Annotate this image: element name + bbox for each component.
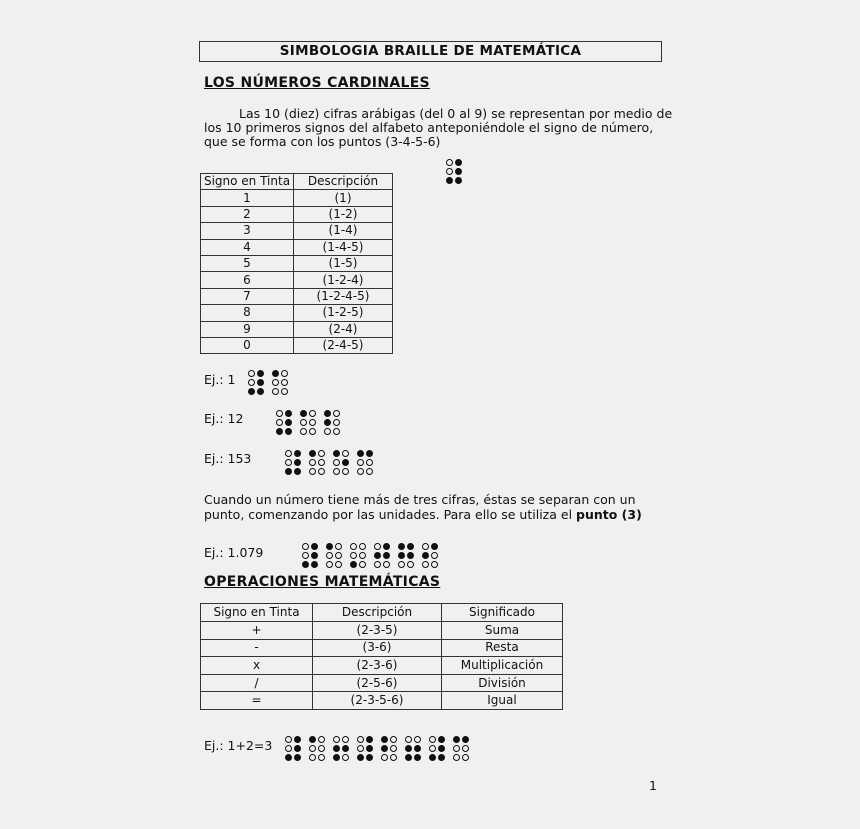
document-title: SIMBOLOGIA BRAILLE DE MATEMÁTICA (199, 41, 662, 62)
braille-dot (257, 370, 264, 377)
table-cell: = (201, 692, 313, 710)
braille-dot (374, 552, 381, 559)
braille-dot (431, 552, 438, 559)
braille-dot (455, 177, 462, 184)
braille-dot (257, 379, 264, 386)
thousands-text-bold: punto (3) (576, 507, 642, 522)
braille-dot (429, 745, 436, 752)
braille-dot (407, 561, 414, 568)
table-row (201, 674, 563, 692)
braille-dot (446, 177, 453, 184)
braille-dot (333, 736, 340, 743)
braille-dot (318, 736, 325, 743)
table-row (201, 255, 393, 271)
table-cell: 9 (201, 321, 294, 337)
braille-cell (350, 542, 367, 569)
braille-dot (272, 370, 279, 377)
braille-dot (407, 543, 414, 550)
braille-dot (414, 736, 421, 743)
braille-dot (333, 754, 340, 761)
braille-dot (326, 561, 333, 568)
table-cell: (2-4-5) (294, 337, 393, 353)
braille-dot (300, 410, 307, 417)
braille-dot (309, 419, 316, 426)
braille-dot (318, 745, 325, 752)
braille-dot (462, 754, 469, 761)
column-header: Signo en Tinta (201, 604, 313, 622)
braille-dot (342, 745, 349, 752)
braille-dot (366, 450, 373, 457)
braille-dot (333, 450, 340, 457)
table-cell: Resta (442, 639, 563, 657)
braille-dot (381, 754, 388, 761)
braille-dot (311, 543, 318, 550)
thousands-text-line-2 (204, 507, 642, 522)
braille-dot (294, 459, 301, 466)
braille-dot (257, 388, 264, 395)
table-cell: (1-5) (294, 255, 393, 271)
braille-dot (383, 552, 390, 559)
braille-dot (285, 450, 292, 457)
braille-dot (276, 419, 283, 426)
intro-line-1: Las 10 (diez) cifras arábigas (del 0 al 9) se representan por medio de (239, 106, 673, 121)
table-cell: 0 (201, 337, 294, 353)
braille-cell (333, 735, 350, 762)
example-label-153: Ej.: 153 (204, 451, 252, 466)
braille-dot (324, 428, 331, 435)
braille-dot (398, 561, 405, 568)
column-header: Descripción (313, 604, 442, 622)
braille-dot (342, 754, 349, 761)
braille-dot (324, 419, 331, 426)
braille-dot (366, 459, 373, 466)
braille-cell (357, 449, 374, 476)
braille-cell (248, 369, 265, 396)
table-cell: / (201, 674, 313, 692)
table-cell: 8 (201, 305, 294, 321)
braille-dot (429, 736, 436, 743)
braille-dot (272, 388, 279, 395)
braille-dot (285, 410, 292, 417)
cardinals-table (200, 173, 393, 354)
table-cell: 3 (201, 223, 294, 239)
braille-dot (446, 168, 453, 175)
table-row (201, 622, 563, 640)
table-cell: 4 (201, 239, 294, 255)
table-row (201, 288, 393, 304)
braille-dot (333, 468, 340, 475)
braille-cell (422, 542, 439, 569)
braille-dot (285, 468, 292, 475)
braille-dot (407, 552, 414, 559)
example-braille-1 (248, 369, 289, 396)
braille-dot (374, 561, 381, 568)
braille-dot (342, 459, 349, 466)
section-heading-cardinals: LOS NÚMEROS CARDINALES (204, 75, 430, 91)
braille-dot (300, 419, 307, 426)
braille-dot (272, 379, 279, 386)
example-label-12: Ej.: 12 (204, 411, 244, 426)
braille-dot (309, 754, 316, 761)
table-cell: 5 (201, 255, 294, 271)
braille-dot (333, 410, 340, 417)
braille-dot (438, 754, 445, 761)
braille-dot (285, 419, 292, 426)
braille-dot (359, 561, 366, 568)
braille-dot (453, 745, 460, 752)
braille-dot (300, 428, 307, 435)
column-header: Significado (442, 604, 563, 622)
number-sign-braille (446, 158, 463, 185)
braille-dot (285, 736, 292, 743)
braille-cell (374, 542, 391, 569)
table-cell: (2-4) (294, 321, 393, 337)
braille-cell (333, 449, 350, 476)
braille-dot (276, 410, 283, 417)
braille-dot (405, 745, 412, 752)
braille-dot (455, 168, 462, 175)
table-row (201, 321, 393, 337)
braille-cell (446, 158, 463, 185)
braille-dot (326, 543, 333, 550)
braille-dot (357, 745, 364, 752)
table-cell: (1-2) (294, 206, 393, 222)
table-cell: Multiplicación (442, 657, 563, 675)
braille-dot (357, 468, 364, 475)
table-row (201, 639, 563, 657)
braille-dot (405, 736, 412, 743)
braille-cell (302, 542, 319, 569)
braille-dot (294, 754, 301, 761)
braille-dot (294, 736, 301, 743)
braille-dot (405, 754, 412, 761)
example-label-1: Ej.: 1 (204, 372, 236, 387)
operations-table (200, 603, 563, 710)
braille-dot (281, 379, 288, 386)
braille-dot (398, 543, 405, 550)
braille-cell (309, 449, 326, 476)
braille-dot (342, 736, 349, 743)
braille-dot (309, 450, 316, 457)
page-number: 1 (649, 778, 657, 793)
braille-dot (285, 459, 292, 466)
braille-cell (272, 369, 289, 396)
braille-dot (431, 561, 438, 568)
table-cell: (1-2-4-5) (294, 288, 393, 304)
braille-cell (285, 735, 302, 762)
braille-dot (281, 388, 288, 395)
braille-dot (302, 543, 309, 550)
braille-dot (383, 543, 390, 550)
braille-dot (381, 745, 388, 752)
braille-dot (285, 745, 292, 752)
braille-dot (248, 388, 255, 395)
braille-dot (302, 552, 309, 559)
table-cell: (1-4) (294, 223, 393, 239)
braille-dot (276, 428, 283, 435)
braille-dot (309, 745, 316, 752)
table-cell: 1 (201, 190, 294, 206)
column-header: Descripción (294, 174, 393, 190)
table-cell: (2-3-5-6) (313, 692, 442, 710)
braille-dot (390, 754, 397, 761)
braille-dot (318, 459, 325, 466)
braille-cell (453, 735, 470, 762)
braille-dot (462, 736, 469, 743)
braille-dot (294, 450, 301, 457)
table-row (201, 692, 563, 710)
braille-dot (357, 459, 364, 466)
table-row (201, 272, 393, 288)
braille-dot (350, 561, 357, 568)
braille-dot (453, 736, 460, 743)
braille-dot (357, 736, 364, 743)
example-braille-153 (285, 449, 374, 476)
braille-dot (311, 561, 318, 568)
braille-dot (414, 745, 421, 752)
table-row (201, 206, 393, 222)
braille-dot (248, 370, 255, 377)
intro-line-3: que se forma con los puntos (3-4-5-6) (204, 134, 441, 149)
braille-dot (318, 450, 325, 457)
braille-dot (390, 736, 397, 743)
braille-dot (318, 468, 325, 475)
braille-dot (309, 736, 316, 743)
braille-dot (318, 754, 325, 761)
braille-dot (335, 552, 342, 559)
braille-dot (294, 468, 301, 475)
braille-dot (333, 745, 340, 752)
braille-dot (366, 468, 373, 475)
column-header: Signo en Tinta (201, 174, 294, 190)
table-cell: + (201, 622, 313, 640)
braille-cell (285, 449, 302, 476)
braille-cell (381, 735, 398, 762)
table-cell: 6 (201, 272, 294, 288)
braille-dot (309, 468, 316, 475)
braille-dot (350, 543, 357, 550)
table-row (201, 239, 393, 255)
braille-dot (381, 736, 388, 743)
braille-dot (285, 428, 292, 435)
braille-dot (422, 561, 429, 568)
braille-dot (422, 552, 429, 559)
braille-cell (300, 409, 317, 436)
braille-dot (438, 736, 445, 743)
example-label-sum: Ej.: 1+2=3 (204, 738, 273, 753)
table-cell: (3-6) (313, 639, 442, 657)
braille-dot (366, 736, 373, 743)
table-row (201, 305, 393, 321)
braille-dot (359, 552, 366, 559)
braille-dot (309, 410, 316, 417)
braille-dot (324, 410, 331, 417)
table-cell: (1-4-5) (294, 239, 393, 255)
braille-dot (390, 745, 397, 752)
table-cell: (2-3-5) (313, 622, 442, 640)
table-row (201, 223, 393, 239)
braille-dot (422, 543, 429, 550)
table-row (201, 190, 393, 206)
table-cell: x (201, 657, 313, 675)
braille-dot (285, 754, 292, 761)
braille-dot (453, 754, 460, 761)
braille-dot (429, 754, 436, 761)
intro-line-2: los 10 primeros signos del alfabeto anteponiéndole el signo de número, (204, 120, 654, 135)
braille-dot (333, 459, 340, 466)
example-label-1079: Ej.: 1.079 (204, 545, 264, 560)
braille-dot (455, 159, 462, 166)
braille-cell (309, 735, 326, 762)
braille-cell (324, 409, 341, 436)
braille-dot (326, 552, 333, 559)
example-braille-1079 (302, 542, 439, 569)
table-cell: 7 (201, 288, 294, 304)
braille-dot (431, 543, 438, 550)
braille-dot (311, 552, 318, 559)
braille-dot (333, 419, 340, 426)
thousands-text-prefix: punto, comenzando por las unidades. Para ello se utiliza el (204, 507, 577, 522)
thousands-text-line-1: Cuando un número tiene más de tres cifras, éstas se separan con un (204, 492, 636, 507)
braille-dot (357, 450, 364, 457)
braille-dot (383, 561, 390, 568)
table-cell: (2-5-6) (313, 674, 442, 692)
braille-dot (359, 543, 366, 550)
braille-dot (462, 745, 469, 752)
table-row (201, 337, 393, 353)
table-cell: - (201, 639, 313, 657)
example-braille-12 (276, 409, 341, 436)
braille-dot (309, 459, 316, 466)
braille-dot (335, 561, 342, 568)
braille-dot (302, 561, 309, 568)
section-heading-operations: OPERACIONES MATEMÁTICAS (204, 574, 441, 590)
table-cell: (1) (294, 190, 393, 206)
braille-cell (357, 735, 374, 762)
table-cell: (2-3-6) (313, 657, 442, 675)
braille-dot (294, 745, 301, 752)
braille-dot (366, 754, 373, 761)
braille-dot (366, 745, 373, 752)
table-cell: División (442, 674, 563, 692)
braille-dot (350, 552, 357, 559)
braille-dot (335, 543, 342, 550)
braille-dot (342, 450, 349, 457)
braille-cell (405, 735, 422, 762)
braille-dot (414, 754, 421, 761)
braille-dot (398, 552, 405, 559)
table-cell: Igual (442, 692, 563, 710)
table-cell: Suma (442, 622, 563, 640)
braille-dot (309, 428, 316, 435)
braille-dot (342, 468, 349, 475)
example-braille-sum (285, 735, 470, 762)
braille-dot (374, 543, 381, 550)
table-cell: 2 (201, 206, 294, 222)
braille-cell (398, 542, 415, 569)
braille-cell (326, 542, 343, 569)
braille-cell (429, 735, 446, 762)
braille-dot (446, 159, 453, 166)
braille-dot (333, 428, 340, 435)
braille-dot (248, 379, 255, 386)
braille-dot (438, 745, 445, 752)
table-cell: (1-2-5) (294, 305, 393, 321)
braille-dot (281, 370, 288, 377)
braille-cell (276, 409, 293, 436)
table-row (201, 657, 563, 675)
braille-dot (357, 754, 364, 761)
table-cell: (1-2-4) (294, 272, 393, 288)
